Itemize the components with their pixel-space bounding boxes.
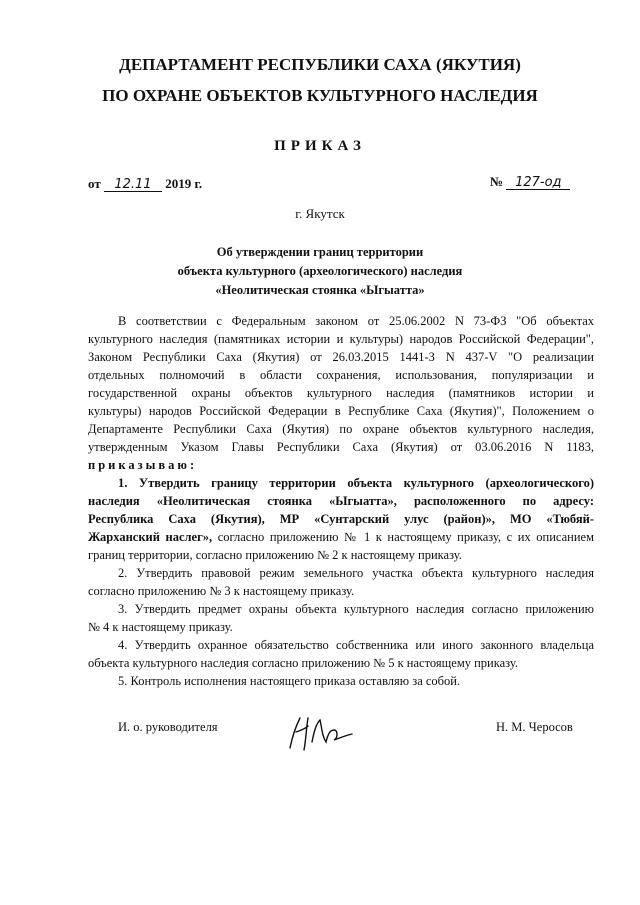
item5-line: 5. Контроль исполнения настоящего приказа оставляю за собой. (118, 674, 461, 688)
signatory-name: Н. М. Черосов (496, 720, 573, 734)
title-line3: «Неолитическая стоянка «Ыгыатта» (215, 283, 425, 297)
item3-line: 3. Утвердить предмет охраны объекта культурного наследия согласно приложению (118, 602, 594, 616)
preamble-line: Законом Республики Саха (Якутия) от 26.03.2015 1441-З N 437-V "О реализации (88, 350, 594, 364)
department-name-line1: ДЕПАРТАМЕНТ РЕСПУБЛИКИ САХА (ЯКУТИЯ) (119, 55, 521, 74)
city: г. Якутск (295, 206, 345, 221)
title-line2: объекта культурного (археологического) наследия (177, 264, 463, 278)
number-prefix: № (490, 174, 504, 189)
signatory-position: И. о. руководителя (118, 720, 218, 734)
item3-line: № 4 к настоящему приказу. (88, 620, 233, 634)
preamble-line: государственной охраны объектов культурного наследия (памятников истории и (88, 386, 594, 400)
item1-line (88, 530, 594, 545)
item2-line: 2. Утвердить правовой режим земельного участка объекта культурного наследия (118, 566, 594, 580)
department-name-line2: ПО ОХРАНЕ ОБЪЕКТОВ КУЛЬТУРНОГО НАСЛЕДИЯ (102, 86, 538, 105)
document-type: ПРИКАЗ (274, 138, 366, 154)
preamble-line: культуры) народов Российской Федерации в Республике Саха (Якутия)", Положением о (88, 404, 594, 418)
item2-line: согласно приложению № 3 к настоящему приказу. (88, 584, 355, 598)
item1-normal-tail: согласно приложению № 1 к настоящему приказу, с их описанием (212, 530, 594, 544)
item1-bold-tail: Жарханский наслег», (88, 530, 213, 544)
item4-line: 4. Утвердить охранное обязательство собственника или иного законного владельца (118, 638, 594, 652)
preamble-line: отдельных полномочий в области сохранения, использования, популяризации и (88, 368, 594, 382)
item4-line: объекта культурного наследия согласно приложению № 5 к настоящему приказу. (88, 656, 518, 670)
order-date (88, 176, 202, 192)
item1-line: наследия «Неолитическая стоянка «Ыгыатта», расположенного по адресу: (88, 494, 594, 508)
number-handwritten: 127-од (506, 177, 570, 190)
item1-line: границ территории, согласно приложению № 2 к настоящему приказу. (88, 548, 462, 562)
date-prefix: от (88, 176, 101, 191)
title-line1: Об утверждении границ территории (216, 245, 424, 259)
date-year: 2019 г. (165, 176, 203, 191)
order-number (490, 174, 570, 190)
preamble-line: культурного наследия (памятниках истории и культуры) народов Российской Федерации", (88, 332, 594, 346)
item1-line: Республика Саха (Якутия), МР «Сунтарский улус (район)», МО «Тюбяй- (88, 512, 594, 526)
preamble-line: В соответствии с Федеральным законом от 25.06.2002 N 73-ФЗ "Об объектах (118, 314, 594, 328)
preamble-line: утвержденным Указом Главы Республики Саха (Якутия) от 03.06.2016 N 1183, (88, 440, 594, 454)
order-word: приказываю: (88, 458, 198, 472)
preamble-line: Департаменте Республики Саха (Якутия) по охране объектов культурного наследия, (88, 422, 594, 436)
item1-line: 1. Утвердить границу территории объекта культурного (археологического) (118, 476, 594, 490)
date-handwritten: 12.11 (104, 179, 162, 192)
handwritten-signature (282, 708, 362, 756)
